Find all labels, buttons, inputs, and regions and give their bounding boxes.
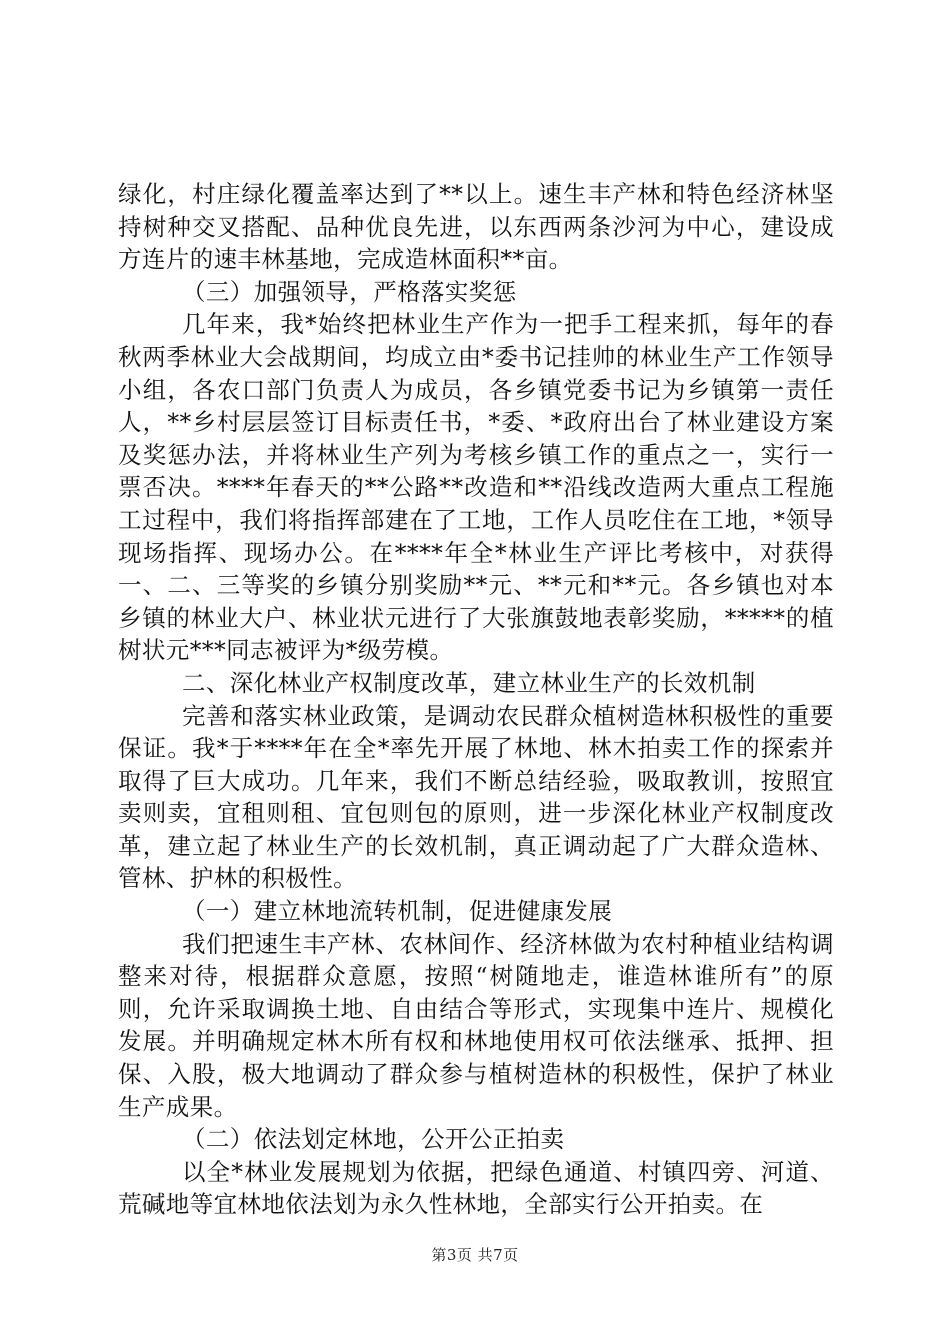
section-heading-3: （三）加强领导，严格落实奖惩 [182, 277, 517, 306]
document-body [118, 178, 834, 1221]
paragraph-5: 以全*林业发展规划为依据，把绿色通道、村镇四旁、河道、荒碱地等宜林地依法划为永久性林地，全部实行公开拍卖。在 [118, 1157, 834, 1219]
section-heading-1: （一）建立林地流转机制，促进健康发展 [182, 897, 613, 926]
page-footer [0, 1244, 950, 1265]
paragraph-4: 我们把速生丰产林、农林间作、经济林做为农村种植业结构调整来对待，根据群众意愿，按照“树随地走，谁造林谁所有”的原则，允许采取调换土地、自由结合等形式，实现集中连片、规模化发展。并明确规定林木所有权和林地使用权可依法继承、抵押、担保、入股，极大地调动了群众参与植树造林的积极性，保护了林业生产成果。 [118, 929, 834, 1121]
paragraph-1: 绿化，村庄绿化覆盖率达到了**以上。速生丰产林和特色经济林坚持树种交叉搭配、品种优良先进，以东西两条沙河为中心，建设成方连片的速丰林基地，完成造林面积**亩。 [118, 180, 834, 274]
page-number-label: 第3页 共7页 [431, 1246, 519, 1264]
chapter-heading-2: 二、深化林业产权制度改革，建立林业生产的长效机制 [182, 668, 756, 697]
paragraph-2: 几年来，我*始终把林业生产作为一把手工程来抓，每年的春秋两季林业大会战期间，均成立由*委书记挂帅的林业生产工作领导小组，各农口部门负责人为成员，各乡镇党委书记为乡镇第一责任人，**乡村层层签订目标责任书，*委、*政府出台了林业建设方案及奖惩办法，并将林业生产列为考核乡镇工作的重点之一，实行一票否决。****年春天的**公路**改造和**沿线改造两大重点工程施工过程中，我们将指挥部建在了工地，工作人员吃住在工地，*领导现场指挥、现场办公。在****年全*林业生产评比考核中，对获得一、二、三等奖的乡镇分别奖励**元、**元和**元。各乡镇也对本乡镇的林业大户、林业状元进行了大张旗鼓地表彰奖励，*****的植树状元***同志被评为*级劳模。 [118, 310, 834, 665]
paragraph-3: 完善和落实林业政策，是调动农民群众植树造林积极性的重要保证。我*于****年在全*率先开展了林地、林木拍卖工作的探索并取得了巨大成功。几年来，我们不断总结经验，吸取教训，按照宜卖则卖，宜租则租、宜包则包的原则，进一步深化林业产权制度改革，建立起了林业生产的长效机制，真正调动起了广大群众造林、管林、护林的积极性。 [118, 701, 834, 893]
section-heading-2: （二）依法划定林地，公开公正拍卖 [182, 1125, 565, 1154]
